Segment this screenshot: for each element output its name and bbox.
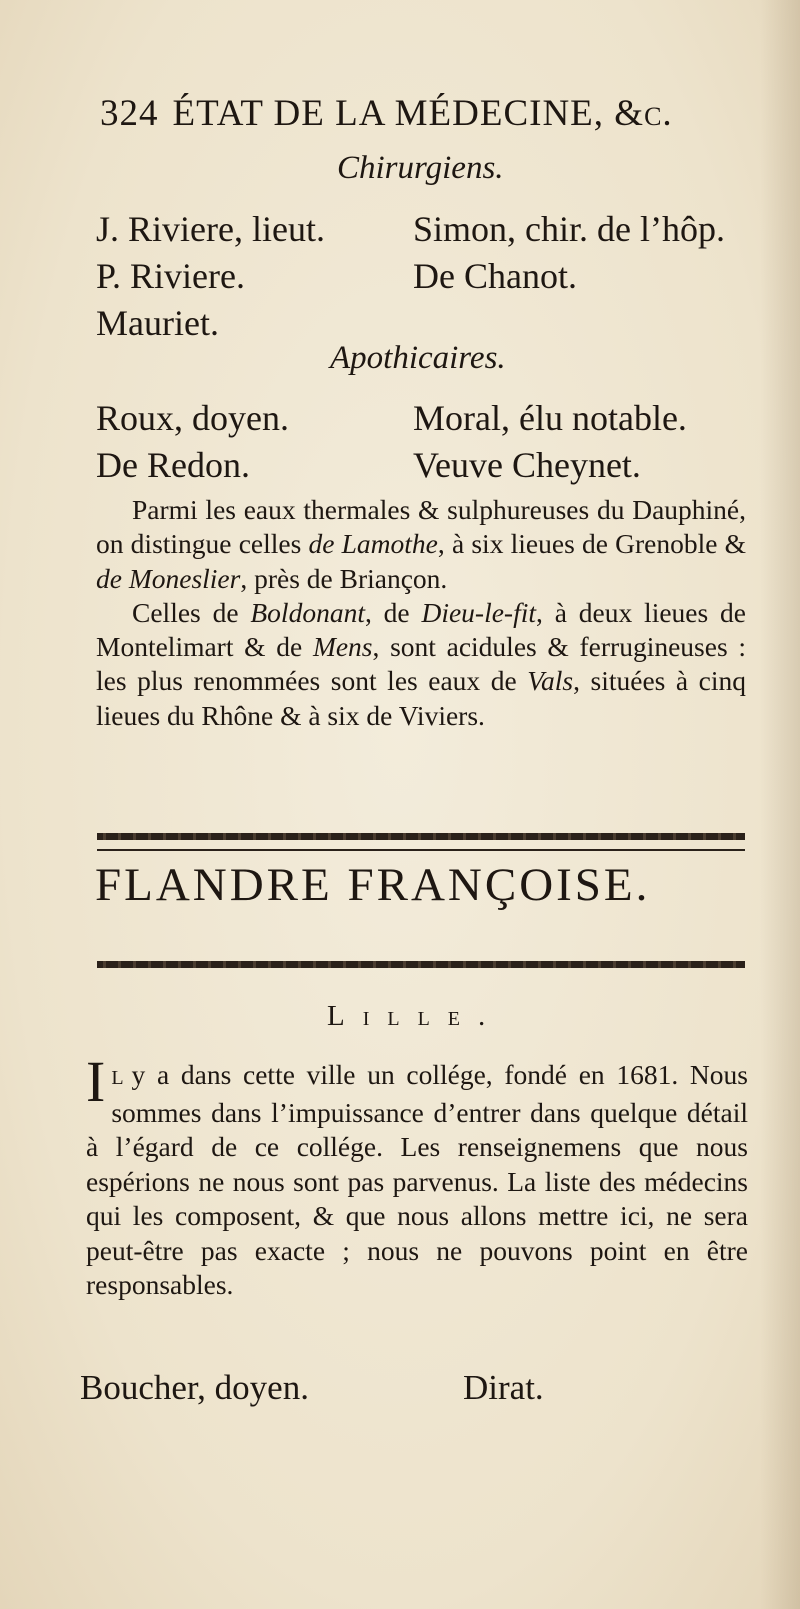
place-name: Dieu-le-fit: [421, 596, 537, 628]
medecin-name: Boucher, doyen.: [80, 1368, 309, 1407]
section-title-apothicaires: Apothicaires.: [330, 340, 506, 376]
text-run: , à six lieues de Grenoble &: [437, 528, 747, 560]
chirurgien-name: Mauriet.: [96, 303, 219, 343]
page-number: 324: [100, 93, 159, 134]
apothicaire-name: Moral, élu notable.: [413, 398, 687, 438]
running-title: ÉTAT DE LA MÉDECINE, &c.: [172, 93, 673, 134]
place-name: de Moneslier: [96, 562, 241, 594]
text-run: , de: [364, 596, 422, 628]
ornamental-rule-bottom: [97, 961, 745, 968]
place-name: de Lamothe: [308, 528, 438, 560]
text-run: Celles de: [132, 596, 251, 628]
chirurgien-name: P. Riviere.: [96, 256, 245, 296]
thin-rule-top: [97, 849, 745, 851]
drop-cap: I: [86, 1049, 106, 1114]
lille-paragraph: [86, 1049, 748, 1303]
apothicaire-name: De Redon.: [96, 445, 250, 485]
text-run: , près de Briançon.: [240, 562, 448, 594]
text-run: , sont acidules & ferrugineuses : les plus renommées sont les eaux de: [96, 631, 747, 697]
place-name: Vals: [527, 665, 574, 697]
eaux-paragraphs: [96, 493, 746, 733]
city-heading: Lille.: [327, 1000, 504, 1032]
drop-cap-rest: L: [111, 1067, 124, 1089]
place-name: Mens: [312, 631, 373, 663]
text-run: , à deux lieues de Montelimart & de: [96, 596, 746, 663]
text-run: , situées à cinq lieues du Rhône & à six de Viviers.: [96, 665, 746, 731]
running-head: [100, 92, 673, 135]
paragraph-eaux-acidules: [96, 596, 746, 733]
apothicaire-name: Roux, doyen.: [96, 398, 289, 438]
section-title-chirurgiens: Chirurgiens.: [337, 150, 504, 186]
region-heading: FLANDRE FRANÇOISE.: [95, 859, 651, 911]
place-name: Boldonant: [250, 596, 365, 628]
ornamental-rule-top: [97, 833, 745, 840]
text-run: Parmi les eaux thermales & sulphureuses du Dauphiné, on distingue celles: [96, 494, 746, 560]
paragraph-eaux-dauphine: [96, 493, 746, 596]
paragraph-text: y a dans cette ville un collége, fondé en 1681. Nous sommes dans l’impuissance d’entrer dans quelque détail à l’égard de ce collége. Les renseignemens que nous espérions ne nous sont pas parvenus. La liste des médecins qui les composent, & que nous allons mettre ici, ne sera peut-être pas exacte ; nous ne pouvons point en être responsables.: [86, 1059, 748, 1300]
chirurgien-name: Simon, chir. de l’hôp.: [413, 209, 725, 249]
chirurgien-name: De Chanot.: [413, 256, 577, 296]
medecin-name: Dirat.: [463, 1368, 544, 1407]
page-edge-shadow: [760, 0, 800, 1609]
apothicaire-name: Veuve Cheynet.: [413, 445, 641, 485]
chirurgien-name: J. Riviere, lieut.: [96, 209, 325, 249]
